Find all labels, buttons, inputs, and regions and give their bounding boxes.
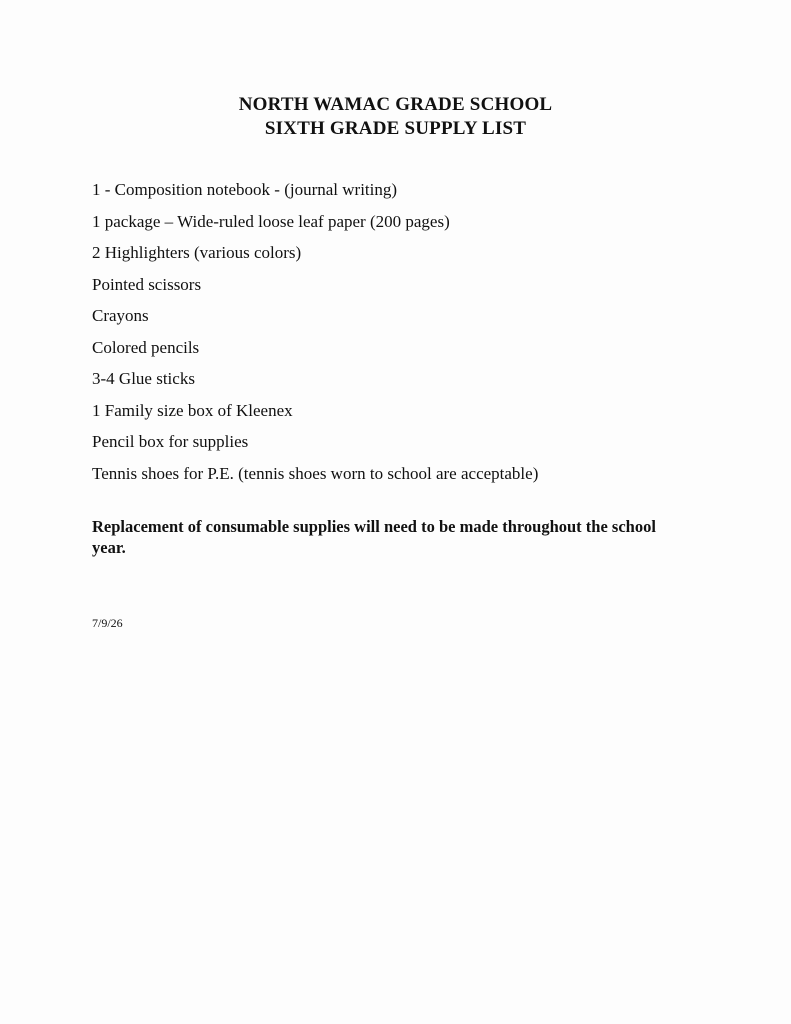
school-name: NORTH WAMAC GRADE SCHOOL [238, 94, 553, 115]
supply-item: Crayons [92, 306, 149, 325]
supply-item: 1 - Composition notebook - (journal writing) [92, 180, 398, 199]
supply-item: Tennis shoes for P.E. (tennis shoes worn to school are acceptable) [92, 463, 539, 483]
document-date: 7/9/26 [92, 616, 123, 630]
supply-item: 1 Family size box of Kleenex [92, 400, 293, 420]
replacement-note: Replacement of consumable supplies will need to be made throughout the school year. [92, 517, 656, 557]
document-header [0, 93, 791, 141]
supply-item: Pencil box for supplies [92, 432, 249, 451]
list-title: SIXTH GRADE SUPPLY LIST [264, 118, 527, 139]
supply-list [92, 179, 538, 494]
supply-item: 1 package – Wide-ruled loose leaf paper (200 pages) [92, 211, 450, 231]
supply-item: Colored pencils [92, 337, 200, 357]
supply-item: 2 Highlighters (various colors) [92, 243, 302, 262]
supply-item: Pointed scissors [92, 274, 202, 294]
supply-item: 3-4 Glue sticks [92, 369, 195, 388]
